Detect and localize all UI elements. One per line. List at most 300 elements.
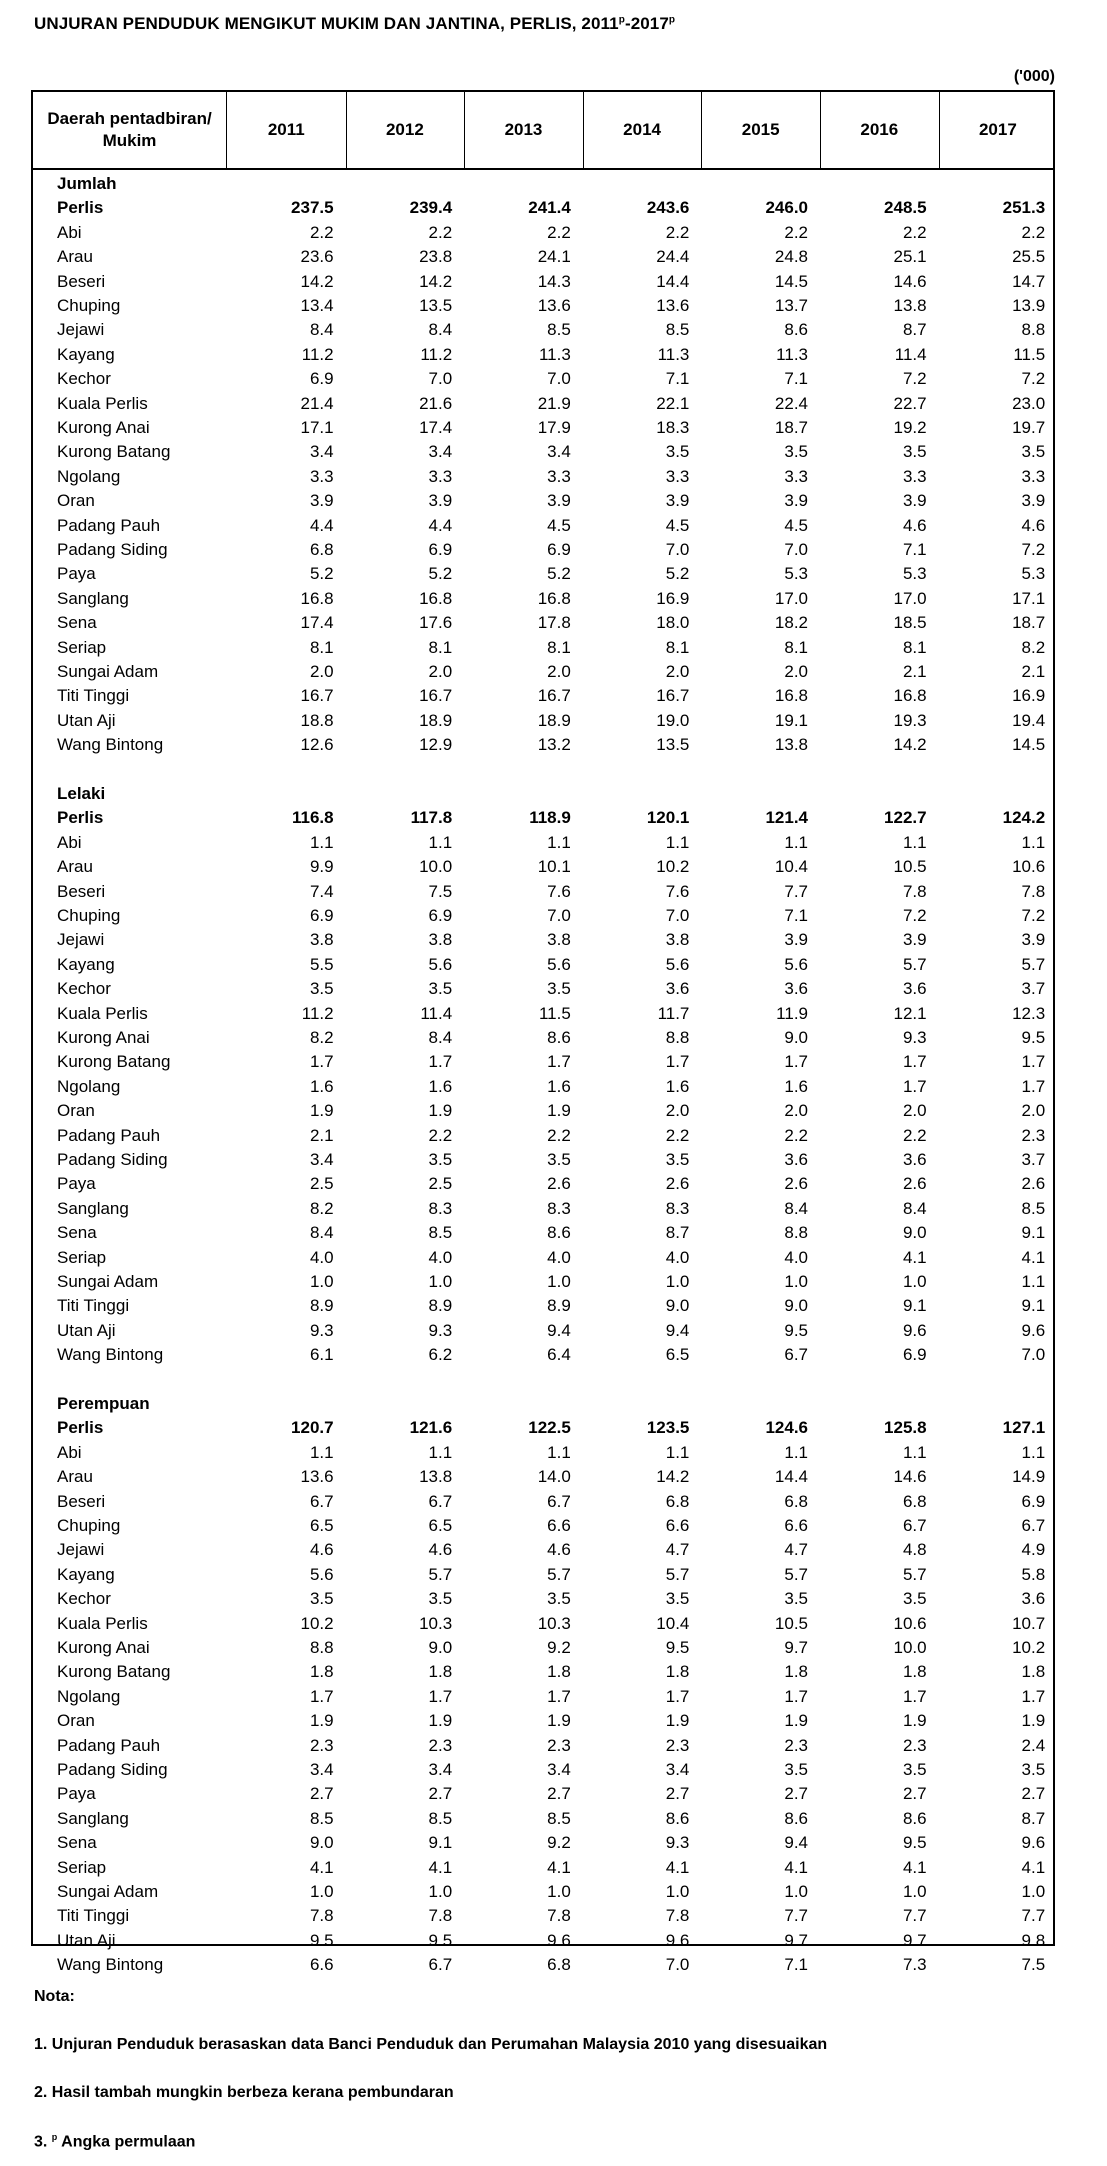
cell-value: 1.0	[428, 1272, 453, 1291]
cell-value: 10.5	[774, 1613, 808, 1633]
cell-value: 4.4	[428, 515, 453, 535]
cell-value: 21.9	[537, 393, 571, 413]
cell-value: 17.0	[893, 588, 927, 608]
table-row	[33, 1172, 1053, 1196]
cell-value: 5.7	[902, 954, 927, 974]
cell-value: 8.1	[547, 637, 571, 657]
cell-value: 6.8	[309, 540, 334, 559]
cell-value: 9.0	[784, 1296, 808, 1316]
note-superscript: p	[51, 2132, 58, 2142]
table-row	[33, 1904, 1053, 1928]
cell-value: 7.5	[428, 881, 453, 901]
cell-value: 9.6	[547, 1930, 571, 1950]
cell-value: 248.5	[884, 198, 927, 218]
cell-value: 8.5	[309, 1808, 334, 1828]
cell-value: 5.6	[309, 1564, 334, 1584]
cell-value: 6.9	[309, 906, 334, 925]
row-label: Kuala Perlis	[57, 1613, 148, 1633]
cell-value: 1.1	[784, 832, 808, 852]
row-label: Padang Pauh	[57, 1735, 161, 1755]
cell-value: 9.0	[902, 1223, 927, 1243]
cell-value: 3.4	[665, 1760, 690, 1779]
header-year-0: 2011	[267, 120, 305, 139]
row-label: Arau	[57, 857, 93, 877]
cell-value: 1.9	[902, 1711, 927, 1731]
cell-value: 6.6	[784, 1516, 808, 1535]
cell-value: 6.8	[547, 1955, 571, 1975]
cell-value: 3.5	[309, 979, 334, 999]
cell-value: 8.2	[309, 1198, 334, 1218]
total-row	[33, 196, 1053, 220]
cell-value: 3.5	[784, 1589, 808, 1609]
row-label: Titi Tinggi	[57, 1296, 130, 1316]
cell-value: 18.8	[300, 710, 334, 730]
cell-value: 2.6	[665, 1174, 690, 1194]
cell-value: 2.0	[1021, 1101, 1046, 1121]
cell-value: 3.5	[428, 979, 453, 999]
cell-value: 14.5	[774, 271, 808, 291]
row-label: Perlis	[57, 198, 104, 218]
cell-value: 2.7	[547, 1784, 571, 1804]
table-row	[33, 1099, 1053, 1123]
table-row	[33, 880, 1053, 904]
cell-value: 11.5	[538, 1003, 571, 1023]
cell-value: 1.7	[1021, 1686, 1046, 1706]
cell-value: 7.8	[665, 1906, 690, 1926]
cell-value: 124.6	[765, 1418, 808, 1438]
header-divider	[464, 92, 465, 168]
cell-value: 13.4	[300, 296, 334, 315]
cell-value: 1.6	[784, 1076, 808, 1096]
cell-value: 120.7	[291, 1418, 334, 1438]
table-row	[33, 489, 1053, 513]
cell-value: 1.9	[784, 1711, 808, 1731]
cell-value: 7.2	[1021, 906, 1046, 925]
cell-value: 2.3	[428, 1735, 453, 1755]
cell-value: 19.0	[656, 710, 690, 730]
cell-value: 1.0	[784, 1882, 808, 1901]
table-row	[33, 855, 1053, 879]
row-label: Oran	[57, 1711, 95, 1731]
cell-value: 4.1	[547, 1857, 571, 1877]
cell-value: 2.6	[547, 1174, 571, 1194]
table-row	[33, 1636, 1053, 1660]
cell-value: 13.2	[537, 735, 571, 755]
notes-heading: Nota:	[34, 1988, 75, 2005]
header-year-2: 2013	[504, 120, 543, 139]
cell-value: 9.2	[547, 1638, 571, 1657]
cell-value: 6.2	[428, 1345, 453, 1365]
table-row	[33, 1807, 1053, 1831]
cell-value: 122.5	[528, 1418, 571, 1438]
row-label: Ngolang	[57, 1686, 121, 1706]
cell-value: 125.8	[884, 1418, 927, 1438]
cell-value: 9.3	[902, 1028, 927, 1047]
cell-value: 8.5	[428, 1223, 453, 1243]
cell-value: 3.4	[309, 442, 334, 462]
cell-value: 1.7	[665, 1686, 690, 1706]
cell-value: 6.7	[428, 1491, 453, 1511]
cell-value: 8.8	[1021, 320, 1046, 340]
note-number: 1.	[34, 2036, 48, 2053]
cell-value: 2.7	[309, 1784, 334, 1804]
cell-value: 3.5	[902, 1589, 927, 1609]
cell-value: 3.4	[428, 442, 453, 462]
cell-value: 2.2	[1021, 222, 1046, 242]
cell-value: 1.7	[1021, 1076, 1046, 1096]
cell-value: 19.1	[774, 710, 808, 730]
cell-value: 9.5	[1021, 1028, 1046, 1047]
cell-value: 5.6	[428, 954, 453, 974]
cell-value: 4.1	[902, 1247, 927, 1267]
row-label: Kuala Perlis	[57, 393, 148, 413]
cell-value: 5.3	[902, 564, 927, 584]
cell-value: 8.2	[309, 1028, 334, 1047]
cell-value: 1.0	[902, 1882, 927, 1901]
cell-value: 9.8	[1021, 1930, 1046, 1950]
cell-value: 1.7	[902, 1052, 927, 1072]
row-label: Abi	[57, 1442, 82, 1462]
cell-value: 1.7	[547, 1052, 571, 1072]
row-label: Kurong Anai	[57, 1028, 150, 1047]
data-table	[31, 90, 1055, 1975]
cell-value: 7.1	[784, 1955, 808, 1975]
row-label: Kechor	[57, 369, 111, 389]
cell-value: 3.3	[902, 466, 927, 486]
row-label: Jumlah	[57, 174, 117, 193]
row-label: Kurong Batang	[57, 1662, 171, 1682]
cell-value: 1.0	[309, 1272, 334, 1291]
cell-value: 16.7	[537, 686, 571, 706]
header-year-1: 2012	[385, 120, 424, 139]
cell-value: 13.6	[300, 1467, 334, 1487]
cell-value: 9.5	[784, 1320, 808, 1340]
row-label: Sena	[57, 1833, 97, 1853]
cell-value: 6.4	[547, 1345, 571, 1365]
header-year-5: 2016	[860, 120, 899, 139]
cell-value: 21.6	[419, 393, 453, 413]
row-label: Abi	[57, 832, 82, 852]
cell-value: 24.1	[537, 247, 571, 267]
cell-value: 4.1	[665, 1857, 690, 1877]
cell-value: 8.6	[902, 1808, 927, 1828]
cell-value: 17.9	[537, 418, 571, 437]
cell-value: 1.8	[1021, 1662, 1046, 1682]
row-label: Beseri	[57, 881, 106, 901]
table-row	[33, 709, 1053, 733]
cell-value: 17.8	[537, 613, 571, 633]
cell-value: 2.3	[547, 1735, 571, 1755]
cell-value: 9.4	[665, 1320, 690, 1340]
cell-value: 3.5	[547, 1150, 571, 1169]
cell-value: 2.6	[1021, 1174, 1046, 1194]
cell-value: 11.3	[538, 344, 571, 364]
cell-value: 6.9	[547, 540, 571, 559]
cell-value: 6.7	[547, 1491, 571, 1511]
section-label	[33, 172, 1053, 196]
note-text: Hasil tambah mungkin berbeza kerana pembundaran	[51, 2084, 454, 2101]
cell-value: 4.1	[1021, 1247, 1046, 1267]
cell-value: 3.3	[784, 466, 808, 486]
cell-value: 2.2	[309, 222, 334, 242]
cell-value: 10.6	[893, 1613, 927, 1633]
table-row	[33, 1270, 1053, 1294]
cell-value: 6.1	[309, 1345, 334, 1365]
row-label: Kechor	[57, 979, 111, 999]
cell-value: 9.4	[547, 1320, 571, 1340]
cell-value: 1.6	[547, 1076, 571, 1096]
cell-value: 3.9	[784, 491, 808, 511]
cell-value: 8.7	[665, 1223, 690, 1243]
cell-value: 6.7	[309, 1491, 334, 1511]
cell-value: 8.6	[784, 1808, 808, 1828]
table-row	[33, 1709, 1053, 1733]
cell-value: 6.9	[902, 1345, 927, 1365]
cell-value: 7.2	[902, 369, 927, 389]
row-label: Chuping	[57, 1516, 121, 1535]
cell-value: 1.9	[547, 1711, 571, 1731]
row-label: Perlis	[57, 1418, 104, 1438]
cell-value: 17.1	[1012, 588, 1046, 608]
cell-value: 1.7	[309, 1052, 334, 1072]
table-row	[33, 1124, 1053, 1148]
cell-value: 8.5	[428, 1808, 453, 1828]
cell-value: 10.2	[1012, 1638, 1046, 1657]
cell-value: 8.6	[784, 320, 808, 340]
row-label: Utan Aji	[57, 1320, 116, 1340]
row-label: Seriap	[57, 1857, 107, 1877]
cell-value: 9.6	[1021, 1833, 1046, 1853]
cell-value: 8.5	[547, 320, 571, 340]
cell-value: 3.8	[665, 930, 690, 950]
cell-value: 3.6	[665, 979, 690, 999]
cell-value: 3.5	[665, 1150, 690, 1169]
cell-value: 13.5	[656, 735, 690, 755]
cell-value: 7.2	[1021, 540, 1046, 559]
cell-value: 3.6	[902, 979, 927, 999]
cell-value: 2.2	[665, 1125, 690, 1145]
cell-value: 8.1	[309, 637, 334, 657]
row-label: Paya	[57, 564, 96, 584]
cell-value: 1.9	[547, 1101, 571, 1121]
cell-value: 1.1	[1021, 1272, 1046, 1291]
row-label: Wang Bintong	[57, 735, 164, 755]
header-divider	[346, 92, 347, 168]
cell-value: 17.4	[300, 613, 334, 633]
cell-value: 5.2	[665, 564, 690, 584]
cell-value: 6.8	[784, 1491, 808, 1511]
cell-value: 14.3	[537, 271, 571, 291]
cell-value: 11.4	[894, 344, 927, 364]
cell-value: 1.1	[428, 1442, 453, 1462]
header-divider	[820, 92, 821, 168]
table-row	[33, 1221, 1053, 1245]
cell-value: 7.7	[784, 1906, 808, 1926]
cell-value: 246.0	[765, 198, 808, 218]
cell-value: 22.4	[774, 393, 808, 413]
cell-value: 5.5	[309, 954, 334, 974]
cell-value: 14.0	[537, 1467, 571, 1487]
cell-value: 8.8	[309, 1638, 334, 1657]
cell-value: 3.5	[309, 1589, 334, 1609]
cell-value: 2.0	[784, 662, 808, 681]
cell-value: 1.1	[1021, 1442, 1046, 1462]
row-label: Kurong Anai	[57, 418, 150, 437]
cell-value: 6.6	[547, 1516, 571, 1535]
row-label: Oran	[57, 491, 95, 511]
cell-value: 1.7	[428, 1052, 453, 1072]
cell-value: 2.2	[902, 222, 927, 242]
cell-value: 9.2	[547, 1833, 571, 1853]
row-label: Perempuan	[57, 1394, 150, 1413]
cell-value: 12.6	[300, 735, 334, 755]
cell-value: 14.4	[774, 1467, 808, 1487]
table-row	[33, 1441, 1053, 1465]
cell-value: 11.2	[301, 344, 334, 364]
table-row	[33, 611, 1053, 635]
cell-value: 25.1	[893, 247, 927, 267]
cell-value: 241.4	[528, 198, 571, 218]
cell-value: 19.3	[893, 710, 927, 730]
cell-value: 2.6	[902, 1174, 927, 1194]
cell-value: 11.9	[776, 1003, 808, 1023]
cell-value: 14.9	[1012, 1467, 1046, 1487]
table-row	[33, 684, 1053, 708]
cell-value: 122.7	[884, 808, 927, 828]
row-label: Padang Siding	[57, 540, 168, 559]
cell-value: 1.8	[902, 1662, 927, 1682]
row-label: Padang Siding	[57, 1150, 168, 1169]
cell-value: 18.9	[419, 710, 453, 730]
cell-value: 251.3	[1002, 198, 1046, 218]
cell-value: 10.0	[893, 1638, 927, 1657]
cell-value: 8.7	[902, 320, 927, 340]
cell-value: 9.7	[902, 1930, 927, 1950]
cell-value: 8.3	[428, 1198, 453, 1218]
cell-value: 7.4	[309, 881, 334, 901]
cell-value: 1.1	[665, 832, 690, 852]
row-label: Lelaki	[57, 784, 106, 803]
table-row	[33, 294, 1053, 318]
cell-value: 1.1	[784, 1442, 808, 1462]
cell-value: 2.2	[784, 1125, 808, 1145]
table-row	[33, 1685, 1053, 1709]
cell-value: 18.2	[774, 613, 808, 633]
cell-value: 1.7	[665, 1052, 690, 1072]
cell-value: 1.0	[428, 1882, 453, 1901]
cell-value: 1.9	[1021, 1711, 1046, 1731]
table-row	[33, 245, 1053, 269]
cell-value: 17.1	[300, 418, 334, 437]
cell-value: 6.7	[902, 1516, 927, 1535]
cell-value: 2.5	[309, 1174, 334, 1194]
cell-value: 8.4	[428, 320, 453, 340]
row-label: Utan Aji	[57, 1930, 116, 1950]
cell-value: 3.6	[784, 1150, 808, 1169]
row-label: Jejawi	[57, 1540, 105, 1560]
cell-value: 7.7	[1021, 1906, 1046, 1926]
cell-value: 4.0	[309, 1247, 334, 1267]
cell-value: 2.2	[428, 1125, 453, 1145]
cell-value: 7.1	[665, 369, 690, 389]
cell-value: 3.4	[547, 1760, 571, 1779]
cell-value: 2.1	[1021, 662, 1046, 681]
table-row	[33, 514, 1053, 538]
table-row	[33, 587, 1053, 611]
table-row	[33, 1538, 1053, 1562]
cell-value: 18.0	[656, 613, 690, 633]
cell-value: 18.5	[893, 613, 927, 633]
cell-value: 9.7	[784, 1638, 808, 1657]
cell-value: 8.4	[428, 1028, 453, 1047]
cell-value: 14.4	[656, 271, 690, 291]
table-row	[33, 1319, 1053, 1343]
cell-value: 6.9	[309, 369, 334, 389]
row-label: Wang Bintong	[57, 1955, 164, 1975]
row-label: Kayang	[57, 344, 115, 364]
cell-value: 2.0	[547, 662, 571, 681]
cell-value: 3.9	[902, 491, 927, 511]
cell-value: 127.1	[1002, 1418, 1046, 1438]
cell-value: 13.8	[893, 296, 927, 315]
cell-value: 6.5	[428, 1516, 453, 1535]
table-row	[33, 1587, 1053, 1611]
cell-value: 14.6	[893, 1467, 927, 1487]
cell-value: 7.6	[547, 881, 571, 901]
note-number: 2.	[34, 2084, 48, 2101]
cell-value: 4.0	[784, 1247, 808, 1267]
table-row	[33, 538, 1053, 562]
table-row	[33, 440, 1053, 464]
cell-value: 120.1	[646, 808, 690, 828]
cell-value: 4.1	[309, 1857, 334, 1877]
cell-value: 1.0	[902, 1272, 927, 1291]
cell-value: 3.7	[1021, 979, 1046, 999]
cell-value: 7.0	[665, 1955, 690, 1975]
cell-value: 2.0	[665, 662, 690, 681]
cell-value: 4.5	[547, 515, 571, 535]
cell-value: 12.9	[419, 735, 453, 755]
cell-value: 9.3	[665, 1833, 690, 1853]
cell-value: 5.3	[784, 564, 808, 584]
section-label	[33, 782, 1053, 806]
cell-value: 1.1	[665, 1442, 690, 1462]
note-number: 3.	[34, 2133, 48, 2151]
cell-value: 4.5	[665, 515, 690, 535]
row-label: Chuping	[57, 296, 121, 315]
cell-value: 7.0	[547, 369, 571, 389]
header-year-4: 2015	[741, 120, 780, 139]
cell-value: 16.9	[1012, 686, 1046, 706]
cell-value: 11.4	[420, 1003, 453, 1023]
table-row	[33, 1856, 1053, 1880]
cell-value: 4.0	[547, 1247, 571, 1267]
cell-value: 7.1	[784, 369, 808, 389]
cell-value: 11.3	[657, 344, 690, 364]
cell-value: 9.1	[1021, 1296, 1046, 1316]
note-text: Angka permulaan	[61, 2133, 196, 2151]
table-row	[33, 1465, 1053, 1489]
header-divider	[701, 92, 702, 168]
cell-value: 1.0	[547, 1882, 571, 1901]
cell-value: 9.3	[428, 1320, 453, 1340]
cell-value: 7.0	[665, 906, 690, 925]
cell-value: 4.1	[428, 1857, 453, 1877]
cell-value: 18.7	[1012, 613, 1046, 633]
cell-value: 10.2	[300, 1613, 334, 1633]
row-label: Padang Siding	[57, 1760, 168, 1779]
cell-value: 2.7	[665, 1784, 690, 1804]
